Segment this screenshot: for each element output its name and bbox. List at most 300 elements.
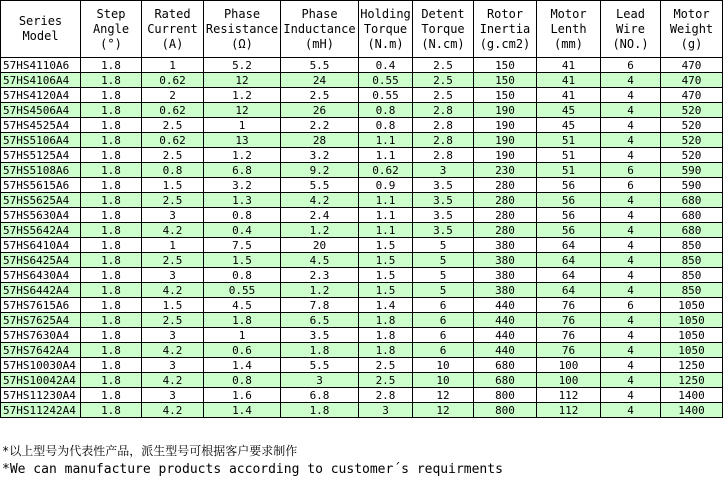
- column-header: [474, 1, 537, 58]
- table-cell: 0.9: [359, 178, 413, 193]
- table-row: [1, 193, 723, 208]
- column-header-line: Lenth: [550, 21, 587, 36]
- table-cell: 1.8: [81, 313, 142, 328]
- table-cell: 4.2: [142, 223, 204, 238]
- table-cell: 470: [661, 88, 723, 103]
- column-header-line: (Ω): [231, 36, 253, 51]
- table-cell: 590: [661, 178, 723, 193]
- table-cell: 4: [601, 343, 661, 358]
- table-cell: 6: [413, 328, 474, 343]
- model-cell: 57HS5615A6: [1, 178, 81, 193]
- table-cell: 0.62: [142, 73, 204, 88]
- column-header: [1, 1, 81, 58]
- table-cell: 3: [142, 268, 204, 283]
- table-cell: 12: [413, 403, 474, 418]
- column-header-line: (°): [100, 36, 122, 51]
- table-row: [1, 58, 723, 73]
- table-cell: 6: [413, 298, 474, 313]
- model-cell: 57HS4106A4: [1, 73, 81, 88]
- table-cell: 3: [142, 388, 204, 403]
- column-header-line: Detent: [421, 6, 465, 21]
- table-cell: 0.8: [204, 208, 281, 223]
- table-cell: 2.5: [281, 88, 359, 103]
- model-cell: 57HS5630A4: [1, 208, 81, 223]
- table-body: [1, 58, 723, 418]
- table-cell: 1050: [661, 298, 723, 313]
- column-header-line: Torque: [363, 21, 408, 36]
- table-cell: 4: [601, 268, 661, 283]
- table-cell: 28: [281, 133, 359, 148]
- model-cell: 57HS5625A4: [1, 193, 81, 208]
- table-cell: 680: [474, 358, 537, 373]
- table-cell: 150: [474, 73, 537, 88]
- table-cell: 1.8: [359, 343, 413, 358]
- table-cell: 51: [537, 163, 601, 178]
- table-cell: 850: [661, 253, 723, 268]
- table-cell: 20: [281, 238, 359, 253]
- table-cell: 280: [474, 193, 537, 208]
- table-cell: 1.4: [204, 403, 281, 418]
- column-header-line: Lead: [616, 6, 645, 21]
- table-cell: 4: [601, 373, 661, 388]
- table-cell: 1.8: [81, 268, 142, 283]
- table-cell: 1250: [661, 358, 723, 373]
- table-cell: 1.8: [81, 133, 142, 148]
- table-cell: 4: [601, 403, 661, 418]
- table-cell: 3.5: [413, 223, 474, 238]
- table-cell: 4: [601, 193, 661, 208]
- table-cell: 2.3: [281, 268, 359, 283]
- table-cell: 76: [537, 298, 601, 313]
- table-cell: 1.8: [81, 208, 142, 223]
- table-cell: 380: [474, 238, 537, 253]
- table-cell: 12: [413, 388, 474, 403]
- table-cell: 112: [537, 403, 601, 418]
- table-cell: 2.8: [413, 103, 474, 118]
- table-cell: 440: [474, 328, 537, 343]
- table-cell: 4: [601, 148, 661, 163]
- table-cell: 1.1: [359, 223, 413, 238]
- table-cell: 76: [537, 313, 601, 328]
- table-cell: 2.8: [413, 133, 474, 148]
- table-cell: 2.2: [281, 118, 359, 133]
- table-cell: 5.5: [281, 358, 359, 373]
- table-cell: 1.1: [359, 208, 413, 223]
- table-cell: 5: [413, 253, 474, 268]
- table-row: [1, 343, 723, 358]
- table-cell: 1.5: [359, 268, 413, 283]
- model-cell: 57HS5108A6: [1, 163, 81, 178]
- table-cell: 1: [142, 238, 204, 253]
- table-cell: 112: [537, 388, 601, 403]
- table-row: [1, 118, 723, 133]
- table-cell: 680: [661, 193, 723, 208]
- column-header: [359, 1, 413, 58]
- table-cell: 1.8: [81, 358, 142, 373]
- table-cell: 1.8: [81, 238, 142, 253]
- column-header-line: Rotor: [486, 6, 524, 21]
- table-cell: 380: [474, 283, 537, 298]
- table-cell: 5.5: [281, 178, 359, 193]
- table-cell: 0.6: [204, 343, 281, 358]
- column-header-line: Motor: [673, 6, 710, 21]
- table-cell: 5.2: [204, 58, 281, 73]
- table-cell: 1.2: [281, 223, 359, 238]
- table-cell: 1.1: [359, 133, 413, 148]
- column-header-line: Series: [18, 14, 63, 28]
- table-cell: 470: [661, 58, 723, 73]
- table-cell: 1: [204, 328, 281, 343]
- column-header-line: Inductance: [283, 21, 356, 36]
- column-header-line: Weight: [669, 21, 714, 36]
- model-cell: 57HS7642A4: [1, 343, 81, 358]
- model-cell: 57HS6442A4: [1, 283, 81, 298]
- table-cell: 1050: [661, 343, 723, 358]
- table-cell: 0.8: [204, 268, 281, 283]
- table-cell: 2.5: [142, 253, 204, 268]
- column-header-line: Phase: [301, 6, 338, 21]
- table-cell: 6: [601, 58, 661, 73]
- model-cell: 57HS4506A4: [1, 103, 81, 118]
- table-cell: 6: [601, 163, 661, 178]
- table-cell: 3.5: [281, 328, 359, 343]
- table-cell: 5: [413, 268, 474, 283]
- table-cell: 280: [474, 223, 537, 238]
- table-cell: 0.55: [359, 73, 413, 88]
- table-row: [1, 358, 723, 373]
- table-cell: 190: [474, 148, 537, 163]
- table-header: [1, 1, 723, 58]
- table-cell: 520: [661, 103, 723, 118]
- column-header-line: Resistance: [205, 21, 279, 36]
- column-header-line: (NO.): [612, 36, 649, 51]
- table-cell: 230: [474, 163, 537, 178]
- table-cell: 64: [537, 253, 601, 268]
- table-cell: 4: [601, 313, 661, 328]
- table-cell: 1250: [661, 373, 723, 388]
- table-cell: 1.8: [81, 403, 142, 418]
- table-cell: 4: [601, 358, 661, 373]
- table-cell: 2.5: [413, 88, 474, 103]
- table-cell: 1.5: [359, 283, 413, 298]
- table-cell: 100: [537, 358, 601, 373]
- table-cell: 7.8: [281, 298, 359, 313]
- table-cell: 0.55: [359, 88, 413, 103]
- table-cell: 1: [204, 118, 281, 133]
- table-cell: 0.62: [359, 163, 413, 178]
- table-cell: 280: [474, 178, 537, 193]
- column-header-line: Rated: [154, 6, 191, 21]
- table-cell: 1.3: [204, 193, 281, 208]
- table-cell: 1.8: [281, 403, 359, 418]
- table-cell: 3.5: [413, 208, 474, 223]
- table-cell: 2.5: [359, 358, 413, 373]
- table-row: [1, 328, 723, 343]
- model-cell: 57HS10042A4: [1, 373, 81, 388]
- model-cell: 57HS5106A4: [1, 133, 81, 148]
- table-cell: 1400: [661, 403, 723, 418]
- table-cell: 680: [661, 223, 723, 238]
- table-cell: 1.8: [81, 73, 142, 88]
- table-cell: 5: [413, 283, 474, 298]
- table-cell: 800: [474, 388, 537, 403]
- table-row: [1, 88, 723, 103]
- column-header-line: Step: [96, 6, 126, 21]
- table-cell: 1.8: [81, 223, 142, 238]
- table-cell: 76: [537, 343, 601, 358]
- model-cell: 57HS6425A4: [1, 253, 81, 268]
- table-cell: 45: [537, 103, 601, 118]
- table-cell: 1.8: [81, 118, 142, 133]
- table-cell: 45: [537, 118, 601, 133]
- table-cell: 64: [537, 238, 601, 253]
- table-cell: 9.2: [281, 163, 359, 178]
- column-header: [204, 1, 281, 58]
- column-header: [413, 1, 474, 58]
- table-cell: 1.5: [142, 178, 204, 193]
- table-cell: 1.5: [204, 253, 281, 268]
- table-cell: 0.62: [142, 103, 204, 118]
- table-cell: 3.5: [413, 178, 474, 193]
- column-header: [142, 1, 204, 58]
- column-header-line: (g): [680, 36, 703, 51]
- table-row: [1, 373, 723, 388]
- table-cell: 12: [204, 103, 281, 118]
- table-cell: 0.4: [359, 58, 413, 73]
- table-cell: 0.62: [142, 133, 204, 148]
- table-cell: 6: [601, 178, 661, 193]
- table-cell: 6: [413, 313, 474, 328]
- table-cell: 64: [537, 268, 601, 283]
- table-cell: 4.2: [142, 403, 204, 418]
- table-cell: 13: [204, 133, 281, 148]
- note-english: *We can manufacture products according to customer´s requirments: [2, 462, 503, 477]
- table-cell: 1.8: [81, 343, 142, 358]
- table-cell: 1: [142, 58, 204, 73]
- column-header-line: Wire: [616, 21, 645, 36]
- table-cell: 0.55: [204, 283, 281, 298]
- table-row: [1, 103, 723, 118]
- table-cell: 41: [537, 73, 601, 88]
- table-cell: 520: [661, 118, 723, 133]
- column-header: [661, 1, 723, 58]
- column-header-line: (N.m): [367, 36, 404, 51]
- table-row: [1, 238, 723, 253]
- table-cell: 4: [601, 388, 661, 403]
- model-cell: 57HS10030A4: [1, 358, 81, 373]
- table-cell: 56: [537, 178, 601, 193]
- table-cell: 3: [281, 373, 359, 388]
- table-cell: 1.8: [359, 328, 413, 343]
- table-cell: 850: [661, 238, 723, 253]
- column-header-line: Torque: [421, 21, 465, 36]
- column-header-line: (g.cm2): [479, 36, 531, 51]
- table-row: [1, 283, 723, 298]
- column-header-line: (N.cm): [421, 36, 465, 51]
- table-cell: 0.8: [204, 373, 281, 388]
- table-cell: 680: [474, 373, 537, 388]
- table-cell: 3.5: [413, 193, 474, 208]
- table-cell: 1.8: [81, 58, 142, 73]
- table-cell: 4: [601, 238, 661, 253]
- table-cell: 3: [142, 328, 204, 343]
- model-cell: 57HS4525A4: [1, 118, 81, 133]
- table-cell: 56: [537, 193, 601, 208]
- table-cell: 1.1: [359, 148, 413, 163]
- table-cell: 4.2: [142, 283, 204, 298]
- table-row: [1, 313, 723, 328]
- table-cell: 1.8: [81, 148, 142, 163]
- model-cell: 57HS4120A4: [1, 88, 81, 103]
- table-cell: 2.8: [413, 118, 474, 133]
- table-cell: 190: [474, 118, 537, 133]
- table-cell: 3.2: [204, 178, 281, 193]
- table-cell: 1400: [661, 388, 723, 403]
- table-cell: 4.5: [204, 298, 281, 313]
- table-cell: 2.5: [142, 118, 204, 133]
- table-cell: 440: [474, 313, 537, 328]
- model-cell: 57HS7630A4: [1, 328, 81, 343]
- table-row: [1, 148, 723, 163]
- column-header: [81, 1, 142, 58]
- table-cell: 2.5: [142, 313, 204, 328]
- table-cell: 380: [474, 253, 537, 268]
- table-cell: 3: [359, 403, 413, 418]
- model-cell: 57HS4110A6: [1, 58, 81, 73]
- table-cell: 12: [204, 73, 281, 88]
- table-cell: 4.2: [281, 193, 359, 208]
- table-cell: 3: [142, 358, 204, 373]
- table-cell: 6: [413, 343, 474, 358]
- model-cell: 57HS5125A4: [1, 148, 81, 163]
- table-cell: 4: [601, 118, 661, 133]
- column-header-line: Angle: [92, 21, 130, 36]
- table-cell: 76: [537, 328, 601, 343]
- table-cell: 1050: [661, 328, 723, 343]
- table-cell: 4: [601, 223, 661, 238]
- column-header: [601, 1, 661, 58]
- table-cell: 1.8: [81, 163, 142, 178]
- table-cell: 380: [474, 268, 537, 283]
- table-cell: 4: [601, 88, 661, 103]
- table-cell: 10: [413, 358, 474, 373]
- table-cell: 1050: [661, 313, 723, 328]
- column-header-line: (mm): [554, 36, 583, 51]
- table-cell: 1.8: [81, 88, 142, 103]
- column-header: [281, 1, 359, 58]
- table-row: [1, 253, 723, 268]
- table-cell: 4: [601, 73, 661, 88]
- table-cell: 4: [601, 283, 661, 298]
- column-header-line: Motor: [550, 6, 587, 21]
- table-cell: 2.5: [413, 73, 474, 88]
- table-cell: 3: [142, 208, 204, 223]
- table-cell: 2.5: [142, 193, 204, 208]
- table-cell: 5: [413, 238, 474, 253]
- column-header-line: Phase: [223, 6, 261, 21]
- table-cell: 4: [601, 208, 661, 223]
- column-header-line: Holding: [360, 6, 411, 21]
- model-cell: 57HS11230A4: [1, 388, 81, 403]
- table-cell: 64: [537, 283, 601, 298]
- table-cell: 56: [537, 223, 601, 238]
- table-cell: 1.8: [81, 373, 142, 388]
- table-cell: 5.5: [281, 58, 359, 73]
- table-cell: 680: [661, 208, 723, 223]
- table-cell: 1.8: [81, 193, 142, 208]
- table-cell: 850: [661, 283, 723, 298]
- table-cell: 51: [537, 133, 601, 148]
- table-cell: 2.8: [413, 148, 474, 163]
- table-row: [1, 73, 723, 88]
- table-cell: 0.4: [204, 223, 281, 238]
- table-cell: 1.4: [204, 358, 281, 373]
- table-cell: 4.5: [281, 253, 359, 268]
- table-cell: 2: [142, 88, 204, 103]
- table-cell: 1.8: [81, 328, 142, 343]
- table-cell: 1.5: [142, 298, 204, 313]
- notes: [2, 442, 722, 479]
- table-cell: 4: [601, 103, 661, 118]
- table-cell: 51: [537, 148, 601, 163]
- model-cell: 57HS5642A4: [1, 223, 81, 238]
- table-cell: 100: [537, 373, 601, 388]
- table-cell: 1.2: [204, 88, 281, 103]
- table-cell: 1.8: [81, 253, 142, 268]
- table-cell: 10: [413, 373, 474, 388]
- table-row: [1, 163, 723, 178]
- model-cell: 57HS7625A4: [1, 313, 81, 328]
- model-cell: 57HS7615A6: [1, 298, 81, 313]
- column-header-line: Current: [147, 21, 198, 36]
- table-cell: 150: [474, 58, 537, 73]
- table-row: [1, 178, 723, 193]
- model-cell: 57HS11242A4: [1, 403, 81, 418]
- table-cell: 6.8: [281, 388, 359, 403]
- table-cell: 440: [474, 343, 537, 358]
- table-cell: 520: [661, 148, 723, 163]
- table-cell: 1.4: [359, 298, 413, 313]
- table-row: [1, 208, 723, 223]
- table-cell: 1.8: [81, 388, 142, 403]
- table-cell: 1.2: [281, 283, 359, 298]
- model-cell: 57HS6410A4: [1, 238, 81, 253]
- table-cell: 6.8: [204, 163, 281, 178]
- header-row: [1, 1, 723, 58]
- table-cell: 2.8: [359, 388, 413, 403]
- table-cell: 850: [661, 268, 723, 283]
- table-cell: 26: [281, 103, 359, 118]
- table-cell: 56: [537, 208, 601, 223]
- table-cell: 24: [281, 73, 359, 88]
- table-cell: 4: [601, 253, 661, 268]
- table-row: [1, 403, 723, 418]
- table-cell: 1.8: [359, 313, 413, 328]
- column-header-line: (A): [161, 36, 184, 51]
- table-cell: 2.5: [413, 58, 474, 73]
- table-cell: 280: [474, 208, 537, 223]
- column-header-line: (mH): [305, 36, 334, 51]
- table-cell: 1.8: [281, 343, 359, 358]
- column-header: [537, 1, 601, 58]
- table-cell: 41: [537, 88, 601, 103]
- table-cell: 1.8: [81, 283, 142, 298]
- table-cell: 190: [474, 103, 537, 118]
- table-cell: 1.8: [204, 313, 281, 328]
- table-cell: 0.8: [359, 118, 413, 133]
- table-cell: 3.2: [281, 148, 359, 163]
- table-cell: 1.8: [81, 298, 142, 313]
